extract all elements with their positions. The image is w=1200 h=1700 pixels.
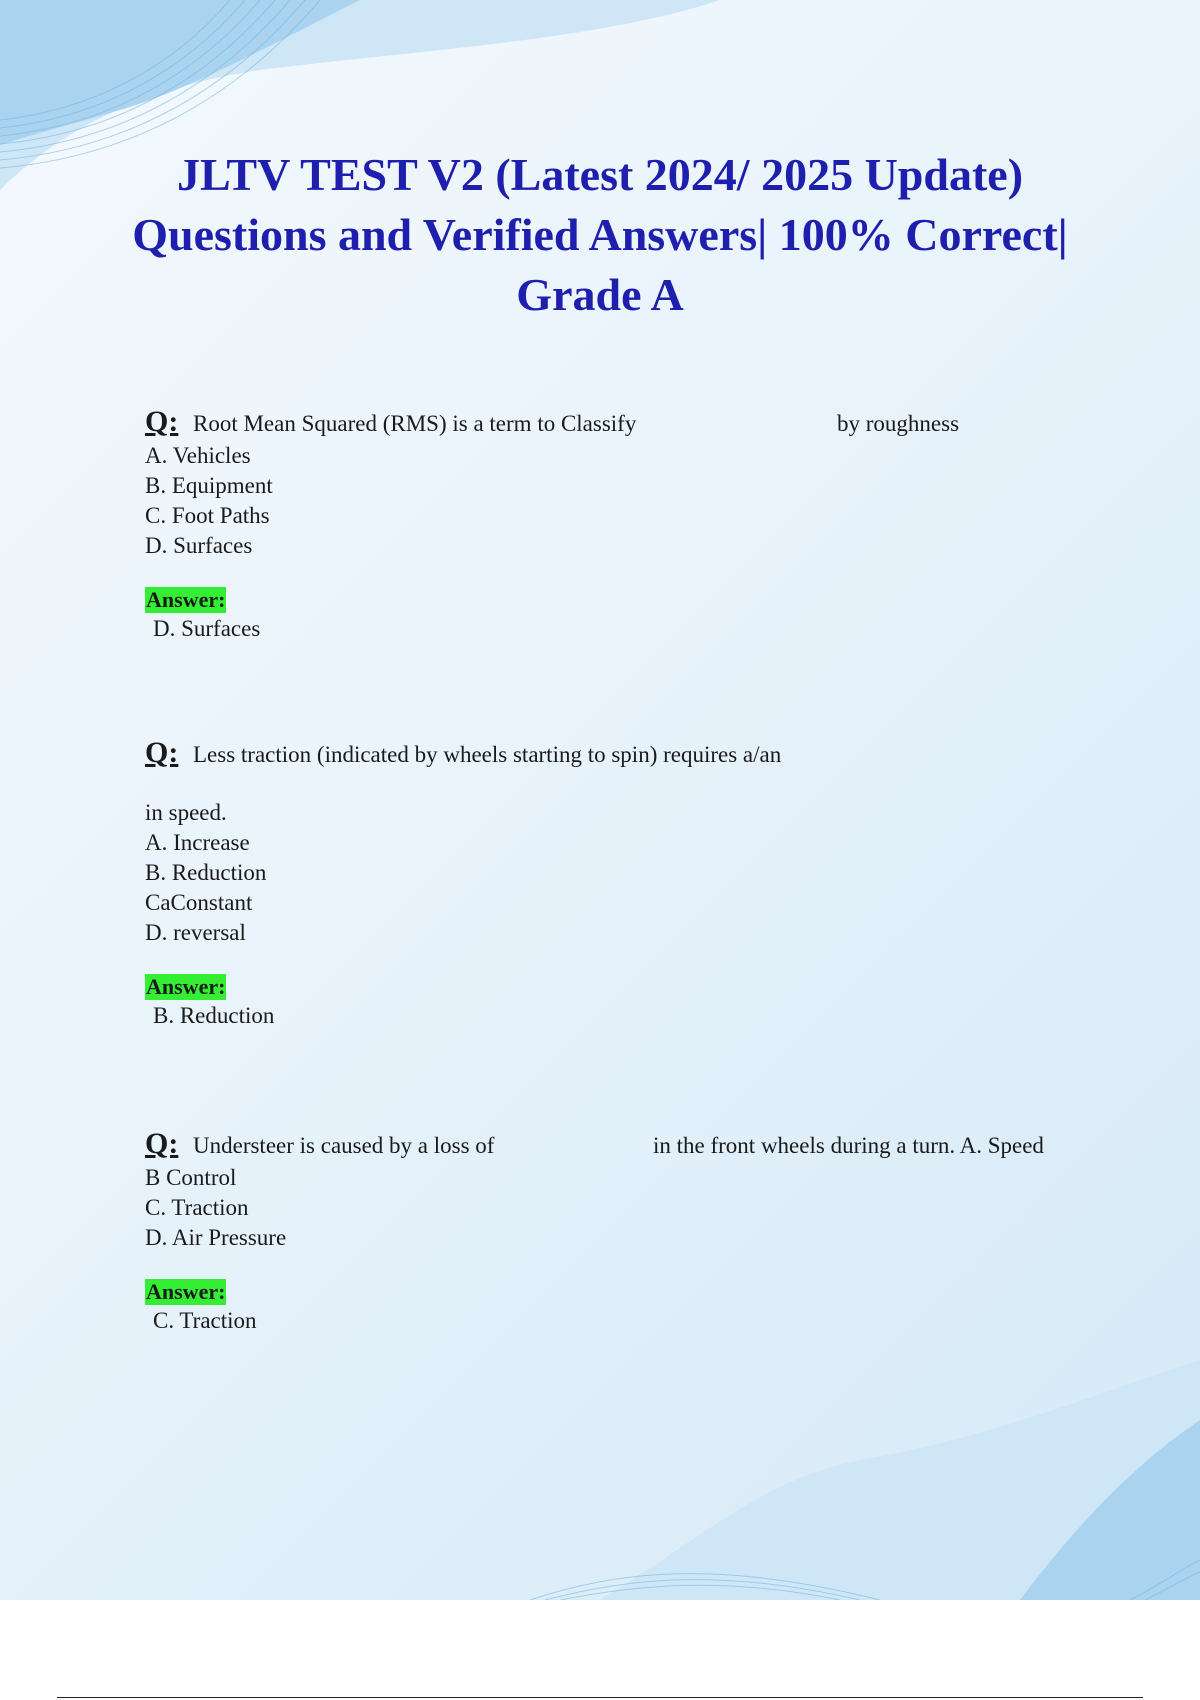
question-line (145, 1127, 1085, 1163)
answer-label-row (145, 948, 1085, 1000)
answer-label: Answer: (146, 1279, 226, 1304)
question-marker: Q: (145, 405, 179, 438)
answer-value: B. Reduction (153, 1003, 275, 1028)
option-c: CaConstant (145, 890, 253, 915)
option-b: B Control (145, 1165, 237, 1190)
option-a: A. Increase (145, 830, 250, 855)
question-marker: Q: (145, 1127, 179, 1160)
question-text-continued: by roughness (837, 411, 960, 436)
answer-label-row (145, 1253, 1085, 1305)
question-marker: Q: (145, 736, 179, 769)
question-block-3 (145, 1127, 1085, 1337)
question-line (145, 736, 1085, 772)
option-a: A. Vehicles (145, 443, 251, 468)
question-text-continued: in the front wheels during a turn. A. Speed (653, 1133, 1044, 1158)
answer-label-row (145, 561, 1085, 613)
footer-divider (57, 1697, 1143, 1698)
question-text: Understeer is caused by a loss of (193, 1133, 495, 1158)
page-title: JLTV TEST V2 (Latest 2024/ 2025 Update) Questions and Verified Answers| 100% Correct| Grade A (132, 149, 1068, 320)
option-c: C. Traction (145, 1195, 249, 1220)
question-block-1 (145, 405, 1085, 645)
question-text: Less traction (indicated by wheels starting to spin) requires a/an (193, 742, 782, 767)
question-line (145, 405, 1085, 441)
option-c: C. Foot Paths (145, 503, 270, 528)
question-block-2 (145, 736, 1085, 1032)
option-d: D. Surfaces (145, 533, 253, 558)
question-text-continued: in speed. (145, 800, 227, 825)
answer-label: Answer: (146, 587, 226, 612)
option-d: D. reversal (145, 920, 246, 945)
option-b: B. Equipment (145, 473, 273, 498)
option-d: D. Air Pressure (145, 1225, 287, 1250)
answer-label: Answer: (146, 974, 226, 999)
question-text: Root Mean Squared (RMS) is a term to Classify (193, 411, 637, 436)
option-b: B. Reduction (145, 860, 267, 885)
answer-value: C. Traction (153, 1308, 257, 1333)
answer-value: D. Surfaces (153, 616, 261, 641)
